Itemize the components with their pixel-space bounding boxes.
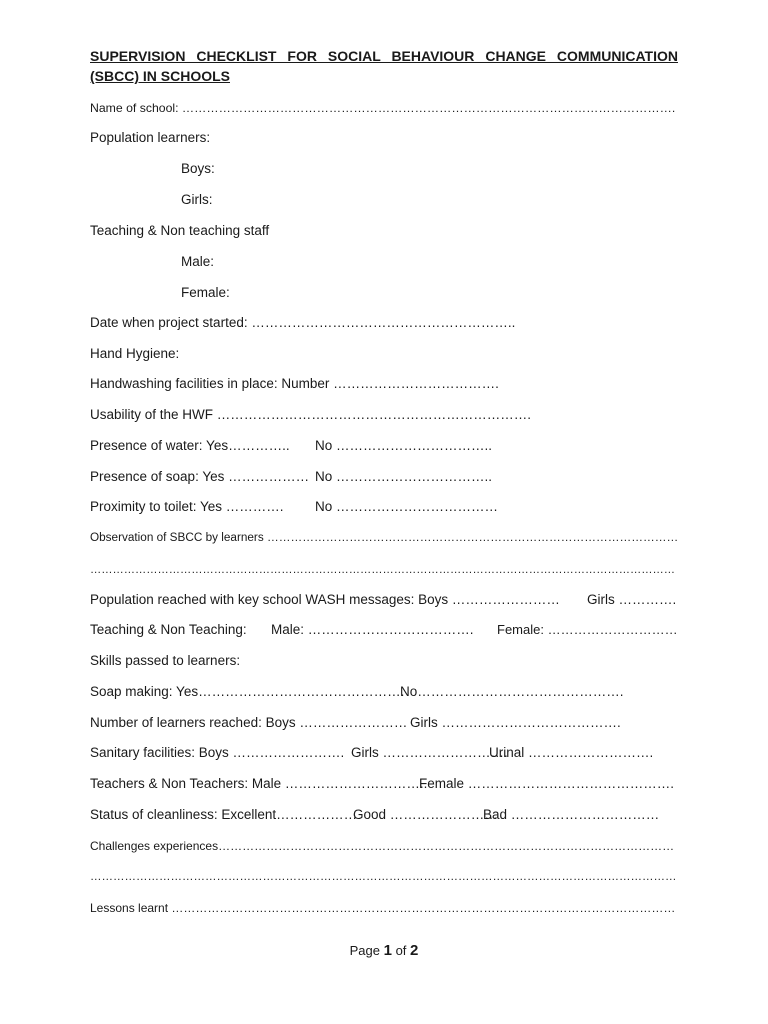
teachers-line <box>90 774 678 794</box>
population-learners-label: Population learners: <box>90 130 211 145</box>
page-footer <box>0 941 768 961</box>
hand-hygiene-label: Hand Hygiene: <box>90 346 180 361</box>
document-title: SUPERVISION CHECKLIST FOR SOCIAL BEHAVIOUR CHANGE COMMUNICATION (SBCC) IN SCHOOLS <box>90 48 678 84</box>
boys-label: Boys: <box>181 161 215 176</box>
male-label: Male: <box>181 254 215 269</box>
learners-reached-line <box>90 713 678 733</box>
sanitary-girls: Girls ………………………. <box>351 745 508 760</box>
sanitary-facilities-line <box>90 743 678 763</box>
skills-label: Skills passed to learners: <box>90 653 241 668</box>
sbcc-observation-line: Observation of SBCC by learners …………………………………………………………………………………………… <box>90 531 679 544</box>
page-number: 1 <box>383 942 392 959</box>
water-line <box>90 436 678 456</box>
staff-label: Teaching & Non teaching staff <box>90 223 270 238</box>
teaching-non-teaching-line <box>90 620 678 640</box>
toilet-yes: Proximity to toilet: Yes …………. <box>90 499 284 514</box>
page-total: 2 <box>410 942 419 959</box>
clean-excellent: Status of cleanliness: Excellent……………… <box>90 807 358 822</box>
reached-girls: Girls …………. <box>587 592 677 607</box>
clean-bad: Bad …………………………… <box>483 807 660 822</box>
water-no: No …………………………….. <box>315 438 493 453</box>
soap-making-line <box>90 682 678 702</box>
sbcc-observation-continued: ………………………………………………………………………………………………………………………………………… <box>90 564 675 576</box>
page-word: Page <box>349 943 380 958</box>
lessons-learnt-line: Lessons learnt ……………………………………………………………………………………………………………… <box>90 901 676 915</box>
water-yes: Presence of water: Yes………….. <box>90 438 290 453</box>
hwf-usability-line: Usability of the HWF ……………………………………………………………. <box>90 407 532 422</box>
learners-reached-boys: Number of learners reached: Boys …………………… <box>90 715 408 730</box>
school-name-line: Name of school: …………………………………………………………………………………………………………. <box>90 101 676 115</box>
teaching-label: Teaching & Non Teaching: <box>90 622 247 637</box>
female-label: Female: <box>181 285 230 300</box>
of-word: of <box>395 943 407 958</box>
challenges-continued: ……………………………………………………………………………………………………………………………………… <box>90 871 677 883</box>
toilet-line <box>90 497 678 517</box>
teaching-male: Male: ………………………………. <box>271 622 474 637</box>
soap-yes: Presence of soap: Yes ……………… <box>90 469 310 484</box>
date-started-line: Date when project started: ………………………………………………….. <box>90 315 516 330</box>
sanitary-urinal: Urinal ………………………. <box>489 745 654 760</box>
sanitary-boys: Sanitary facilities: Boys ……………………. <box>90 745 345 760</box>
soap-making-no: No………………………………………. <box>400 684 624 699</box>
teachers-female: Female ………………………………………. <box>419 776 675 791</box>
population-reached-line <box>90 590 678 610</box>
learners-reached-girls: Girls …………………………………. <box>410 715 621 730</box>
challenges-line: Challenges experiences…………………………………………………………………………………………………… <box>90 839 675 853</box>
soap-making-yes: Soap making: Yes………………………………………. <box>90 684 405 699</box>
reached-boys: Population reached with key school WASH messages: Boys …………………… <box>90 592 560 607</box>
teachers-male: Teachers & Non Teachers: Male ………………………….. <box>90 776 428 791</box>
hwf-number-line: Handwashing facilities in place: Number ………………………………. <box>90 376 499 391</box>
teaching-female: Female: ………………………… <box>497 622 678 637</box>
toilet-no: No ……………………………… <box>315 499 499 514</box>
cleanliness-line <box>90 805 678 825</box>
soap-no: No …………………………….. <box>315 469 493 484</box>
girls-label: Girls: <box>181 192 213 207</box>
soap-line <box>90 467 678 487</box>
clean-good: Good …………………… <box>353 807 498 822</box>
